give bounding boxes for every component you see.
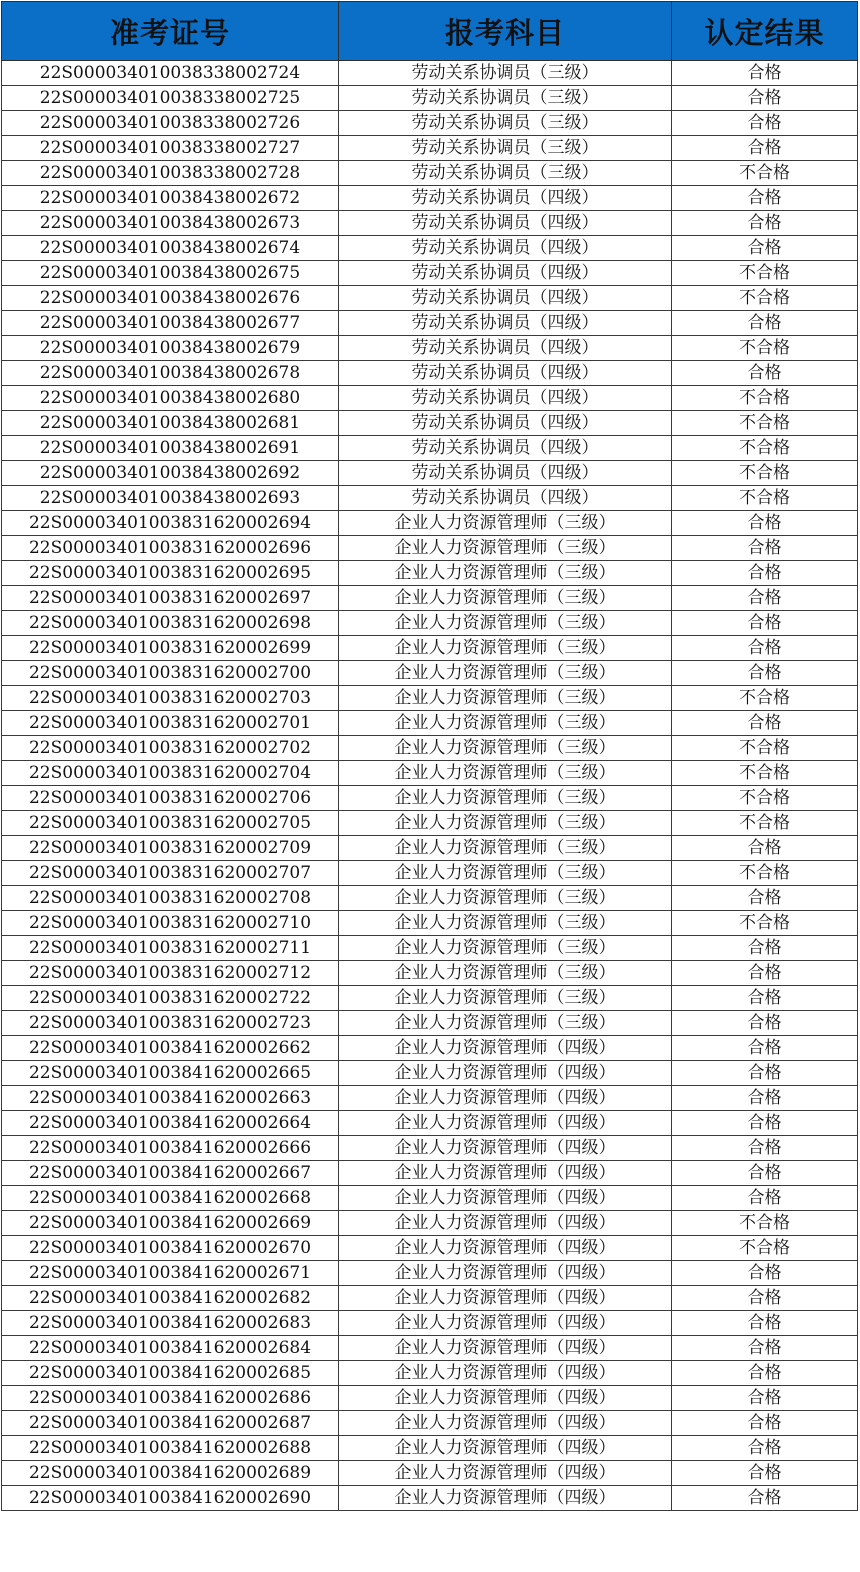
exam-subject-cell: 劳动关系协调员（三级） — [339, 161, 672, 186]
ticket-number-cell: 22S00003401003841620002665 — [2, 1061, 339, 1086]
ticket-number-cell: 22S00003401003831620002707 — [2, 861, 339, 886]
result-cell: 合格 — [672, 561, 858, 586]
result-cell: 不合格 — [672, 911, 858, 936]
table-row — [2, 1161, 858, 1186]
table-row — [2, 1011, 858, 1036]
table-row — [2, 436, 858, 461]
result-cell: 不合格 — [672, 436, 858, 461]
table-row — [2, 1286, 858, 1311]
table-row — [2, 511, 858, 536]
table-row — [2, 536, 858, 561]
ticket-number-cell: 22S000034010038438002691 — [2, 436, 339, 461]
table-row — [2, 136, 858, 161]
exam-subject-cell: 企业人力资源管理师（三级） — [339, 511, 672, 536]
result-cell: 不合格 — [672, 1236, 858, 1261]
table-row — [2, 111, 858, 136]
ticket-number-cell: 22S000034010038438002673 — [2, 211, 339, 236]
header-exam-subject: 报考科目 — [339, 2, 672, 61]
ticket-number-cell: 22S000034010038438002674 — [2, 236, 339, 261]
ticket-number-cell: 22S00003401003841620002663 — [2, 1086, 339, 1111]
result-cell: 不合格 — [672, 486, 858, 511]
ticket-number-cell: 22S00003401003831620002700 — [2, 661, 339, 686]
result-cell: 不合格 — [672, 761, 858, 786]
exam-subject-cell: 企业人力资源管理师（四级） — [339, 1161, 672, 1186]
result-cell: 合格 — [672, 1461, 858, 1486]
table-row — [2, 736, 858, 761]
table-row — [2, 936, 858, 961]
exam-subject-cell: 劳动关系协调员（四级） — [339, 411, 672, 436]
exam-subject-cell: 企业人力资源管理师（三级） — [339, 936, 672, 961]
exam-subject-cell: 企业人力资源管理师（三级） — [339, 861, 672, 886]
exam-subject-cell: 劳动关系协调员（三级） — [339, 136, 672, 161]
exam-subject-cell: 企业人力资源管理师（四级） — [339, 1386, 672, 1411]
ticket-number-cell: 22S00003401003831620002723 — [2, 1011, 339, 1036]
result-cell: 合格 — [672, 1286, 858, 1311]
ticket-number-cell: 22S00003401003841620002671 — [2, 1261, 339, 1286]
result-cell: 合格 — [672, 1011, 858, 1036]
table-row — [2, 636, 858, 661]
result-cell: 不合格 — [672, 411, 858, 436]
result-cell: 合格 — [672, 1186, 858, 1211]
table-row — [2, 1311, 858, 1336]
table-row — [2, 61, 858, 86]
table-row — [2, 486, 858, 511]
header-result: 认定结果 — [672, 2, 858, 61]
table-row — [2, 261, 858, 286]
table-row — [2, 961, 858, 986]
ticket-number-cell: 22S00003401003841620002662 — [2, 1036, 339, 1061]
ticket-number-cell: 22S000034010038438002693 — [2, 486, 339, 511]
table-row — [2, 1061, 858, 1086]
table-row — [2, 861, 858, 886]
result-cell: 不合格 — [672, 686, 858, 711]
ticket-number-cell: 22S000034010038438002677 — [2, 311, 339, 336]
exam-subject-cell: 企业人力资源管理师（三级） — [339, 886, 672, 911]
ticket-number-cell: 22S000034010038438002675 — [2, 261, 339, 286]
result-cell: 合格 — [672, 1386, 858, 1411]
ticket-number-cell: 22S00003401003831620002709 — [2, 836, 339, 861]
exam-subject-cell: 企业人力资源管理师（三级） — [339, 736, 672, 761]
result-cell: 合格 — [672, 961, 858, 986]
exam-subject-cell: 劳动关系协调员（四级） — [339, 461, 672, 486]
result-cell: 合格 — [672, 111, 858, 136]
exam-subject-cell: 企业人力资源管理师（四级） — [339, 1211, 672, 1236]
table-row — [2, 786, 858, 811]
result-cell: 不合格 — [672, 861, 858, 886]
ticket-number-cell: 22S00003401003831620002695 — [2, 561, 339, 586]
exam-subject-cell: 企业人力资源管理师（三级） — [339, 536, 672, 561]
table-row — [2, 1136, 858, 1161]
result-cell: 合格 — [672, 986, 858, 1011]
result-cell: 合格 — [672, 136, 858, 161]
exam-subject-cell: 劳动关系协调员（三级） — [339, 61, 672, 86]
table-row — [2, 661, 858, 686]
ticket-number-cell: 22S000034010038438002672 — [2, 186, 339, 211]
result-cell: 合格 — [672, 511, 858, 536]
exam-subject-cell: 企业人力资源管理师（三级） — [339, 911, 672, 936]
exam-subject-cell: 劳动关系协调员（四级） — [339, 286, 672, 311]
exam-subject-cell: 企业人力资源管理师（四级） — [339, 1436, 672, 1461]
table-row — [2, 186, 858, 211]
exam-subject-cell: 企业人力资源管理师（三级） — [339, 561, 672, 586]
table-row — [2, 361, 858, 386]
table-row — [2, 1361, 858, 1386]
ticket-number-cell: 22S00003401003841620002690 — [2, 1486, 339, 1511]
exam-subject-cell: 企业人力资源管理师（三级） — [339, 686, 672, 711]
result-cell: 合格 — [672, 1486, 858, 1511]
ticket-number-cell: 22S00003401003831620002701 — [2, 711, 339, 736]
table-row — [2, 1211, 858, 1236]
ticket-number-cell: 22S00003401003831620002706 — [2, 786, 339, 811]
exam-subject-cell: 企业人力资源管理师（四级） — [339, 1086, 672, 1111]
exam-subject-cell: 企业人力资源管理师（三级） — [339, 761, 672, 786]
table-row — [2, 286, 858, 311]
result-cell: 合格 — [672, 1336, 858, 1361]
table-row — [2, 611, 858, 636]
ticket-number-cell: 22S00003401003831620002699 — [2, 636, 339, 661]
ticket-number-cell: 22S00003401003841620002683 — [2, 1311, 339, 1336]
table-row — [2, 836, 858, 861]
ticket-number-cell: 22S000034010038438002678 — [2, 361, 339, 386]
table-row — [2, 1086, 858, 1111]
result-cell: 不合格 — [672, 286, 858, 311]
ticket-number-cell: 22S000034010038338002727 — [2, 136, 339, 161]
table-row — [2, 1486, 858, 1511]
exam-subject-cell: 劳动关系协调员（四级） — [339, 386, 672, 411]
exam-subject-cell: 企业人力资源管理师（三级） — [339, 786, 672, 811]
result-cell: 合格 — [672, 611, 858, 636]
table-row — [2, 461, 858, 486]
exam-subject-cell: 企业人力资源管理师（四级） — [339, 1036, 672, 1061]
table-header — [2, 2, 858, 61]
header-row — [2, 2, 858, 61]
table-row — [2, 211, 858, 236]
ticket-number-cell: 22S00003401003831620002694 — [2, 511, 339, 536]
result-cell: 合格 — [672, 636, 858, 661]
ticket-number-cell: 22S000034010038438002679 — [2, 336, 339, 361]
result-cell: 合格 — [672, 236, 858, 261]
exam-subject-cell: 劳动关系协调员（四级） — [339, 486, 672, 511]
table-row — [2, 1036, 858, 1061]
table-row — [2, 336, 858, 361]
exam-subject-cell: 企业人力资源管理师（四级） — [339, 1361, 672, 1386]
result-cell: 合格 — [672, 1311, 858, 1336]
ticket-number-cell: 22S00003401003841620002686 — [2, 1386, 339, 1411]
ticket-number-cell: 22S000034010038438002680 — [2, 386, 339, 411]
exam-subject-cell: 企业人力资源管理师（四级） — [339, 1111, 672, 1136]
exam-subject-cell: 企业人力资源管理师（四级） — [339, 1186, 672, 1211]
table-row — [2, 1336, 858, 1361]
ticket-number-cell: 22S00003401003831620002708 — [2, 886, 339, 911]
ticket-number-cell: 22S00003401003841620002688 — [2, 1436, 339, 1461]
exam-subject-cell: 劳动关系协调员（三级） — [339, 111, 672, 136]
result-cell: 合格 — [672, 1411, 858, 1436]
ticket-number-cell: 22S00003401003841620002687 — [2, 1411, 339, 1436]
result-cell: 合格 — [672, 1161, 858, 1186]
result-cell: 不合格 — [672, 1211, 858, 1236]
ticket-number-cell: 22S00003401003831620002698 — [2, 611, 339, 636]
table-row — [2, 86, 858, 111]
exam-subject-cell: 企业人力资源管理师（四级） — [339, 1336, 672, 1361]
result-cell: 不合格 — [672, 161, 858, 186]
ticket-number-cell: 22S00003401003841620002669 — [2, 1211, 339, 1236]
exam-subject-cell: 劳动关系协调员（四级） — [339, 236, 672, 261]
exam-subject-cell: 企业人力资源管理师（四级） — [339, 1261, 672, 1286]
result-cell: 合格 — [672, 836, 858, 861]
ticket-number-cell: 22S00003401003831620002711 — [2, 936, 339, 961]
ticket-number-cell: 22S000034010038338002728 — [2, 161, 339, 186]
exam-subject-cell: 企业人力资源管理师（四级） — [339, 1061, 672, 1086]
exam-subject-cell: 劳动关系协调员（三级） — [339, 86, 672, 111]
result-cell: 合格 — [672, 661, 858, 686]
result-cell: 不合格 — [672, 461, 858, 486]
table-row — [2, 561, 858, 586]
result-cell: 合格 — [672, 1061, 858, 1086]
table-row — [2, 886, 858, 911]
result-cell: 合格 — [672, 186, 858, 211]
ticket-number-cell: 22S000034010038338002724 — [2, 61, 339, 86]
result-cell: 合格 — [672, 1436, 858, 1461]
ticket-number-cell: 22S00003401003841620002664 — [2, 1111, 339, 1136]
ticket-number-cell: 22S00003401003831620002705 — [2, 811, 339, 836]
exam-subject-cell: 企业人力资源管理师（三级） — [339, 661, 672, 686]
exam-subject-cell: 企业人力资源管理师（四级） — [339, 1136, 672, 1161]
ticket-number-cell: 22S00003401003831620002710 — [2, 911, 339, 936]
result-cell: 合格 — [672, 1136, 858, 1161]
result-cell: 不合格 — [672, 736, 858, 761]
ticket-number-cell: 22S000034010038338002725 — [2, 86, 339, 111]
table-row — [2, 1411, 858, 1436]
table-row — [2, 1261, 858, 1286]
ticket-number-cell: 22S00003401003841620002668 — [2, 1186, 339, 1211]
results-table — [1, 1, 858, 1511]
ticket-number-cell: 22S000034010038438002681 — [2, 411, 339, 436]
result-cell: 合格 — [672, 586, 858, 611]
exam-subject-cell: 企业人力资源管理师（三级） — [339, 961, 672, 986]
table-row — [2, 811, 858, 836]
exam-subject-cell: 企业人力资源管理师（三级） — [339, 811, 672, 836]
header-ticket-number: 准考证号 — [2, 2, 339, 61]
exam-subject-cell: 企业人力资源管理师（四级） — [339, 1286, 672, 1311]
exam-subject-cell: 企业人力资源管理师（三级） — [339, 611, 672, 636]
table-row — [2, 411, 858, 436]
ticket-number-cell: 22S00003401003831620002703 — [2, 686, 339, 711]
ticket-number-cell: 22S000034010038438002692 — [2, 461, 339, 486]
exam-subject-cell: 企业人力资源管理师（三级） — [339, 836, 672, 861]
table-row — [2, 236, 858, 261]
exam-subject-cell: 企业人力资源管理师（四级） — [339, 1411, 672, 1436]
table-row — [2, 1461, 858, 1486]
ticket-number-cell: 22S00003401003831620002712 — [2, 961, 339, 986]
result-cell: 不合格 — [672, 386, 858, 411]
table-row — [2, 686, 858, 711]
result-cell: 合格 — [672, 886, 858, 911]
exam-subject-cell: 劳动关系协调员（四级） — [339, 211, 672, 236]
ticket-number-cell: 22S00003401003841620002685 — [2, 1361, 339, 1386]
exam-subject-cell: 企业人力资源管理师（四级） — [339, 1311, 672, 1336]
table-row — [2, 1436, 858, 1461]
ticket-number-cell: 22S00003401003841620002670 — [2, 1236, 339, 1261]
result-cell: 合格 — [672, 61, 858, 86]
result-cell: 合格 — [672, 211, 858, 236]
exam-subject-cell: 劳动关系协调员（四级） — [339, 336, 672, 361]
result-cell: 合格 — [672, 1361, 858, 1386]
result-cell: 合格 — [672, 1111, 858, 1136]
exam-subject-cell: 劳动关系协调员（四级） — [339, 311, 672, 336]
table-row — [2, 1111, 858, 1136]
table-row — [2, 1236, 858, 1261]
table-row — [2, 1186, 858, 1211]
exam-subject-cell: 企业人力资源管理师（三级） — [339, 711, 672, 736]
ticket-number-cell: 22S000034010038438002676 — [2, 286, 339, 311]
ticket-number-cell: 22S000034010038338002726 — [2, 111, 339, 136]
ticket-number-cell: 22S00003401003841620002667 — [2, 1161, 339, 1186]
ticket-number-cell: 22S00003401003831620002697 — [2, 586, 339, 611]
table-row — [2, 911, 858, 936]
ticket-number-cell: 22S00003401003841620002684 — [2, 1336, 339, 1361]
table-body — [2, 61, 858, 1511]
table-row — [2, 161, 858, 186]
exam-subject-cell: 企业人力资源管理师（四级） — [339, 1461, 672, 1486]
ticket-number-cell: 22S00003401003841620002666 — [2, 1136, 339, 1161]
ticket-number-cell: 22S00003401003831620002722 — [2, 986, 339, 1011]
result-cell: 合格 — [672, 536, 858, 561]
ticket-number-cell: 22S00003401003831620002704 — [2, 761, 339, 786]
table-row — [2, 386, 858, 411]
result-cell: 不合格 — [672, 336, 858, 361]
ticket-number-cell: 22S00003401003831620002702 — [2, 736, 339, 761]
table-row — [2, 711, 858, 736]
exam-subject-cell: 企业人力资源管理师（三级） — [339, 1011, 672, 1036]
result-cell: 不合格 — [672, 261, 858, 286]
exam-subject-cell: 企业人力资源管理师（四级） — [339, 1486, 672, 1511]
table-row — [2, 586, 858, 611]
exam-subject-cell: 劳动关系协调员（四级） — [339, 261, 672, 286]
table-row — [2, 1386, 858, 1411]
result-cell: 合格 — [672, 936, 858, 961]
table-row — [2, 986, 858, 1011]
result-cell: 合格 — [672, 711, 858, 736]
exam-subject-cell: 劳动关系协调员（四级） — [339, 361, 672, 386]
exam-subject-cell: 企业人力资源管理师（四级） — [339, 1236, 672, 1261]
result-cell: 合格 — [672, 86, 858, 111]
exam-subject-cell: 劳动关系协调员（四级） — [339, 186, 672, 211]
table-row — [2, 761, 858, 786]
table-row — [2, 311, 858, 336]
exam-subject-cell: 企业人力资源管理师（三级） — [339, 586, 672, 611]
ticket-number-cell: 22S00003401003831620002696 — [2, 536, 339, 561]
result-cell: 合格 — [672, 1036, 858, 1061]
exam-subject-cell: 劳动关系协调员（四级） — [339, 436, 672, 461]
result-cell: 合格 — [672, 361, 858, 386]
result-cell: 合格 — [672, 311, 858, 336]
result-cell: 不合格 — [672, 811, 858, 836]
exam-subject-cell: 企业人力资源管理师（三级） — [339, 986, 672, 1011]
result-cell: 不合格 — [672, 786, 858, 811]
result-cell: 合格 — [672, 1086, 858, 1111]
ticket-number-cell: 22S00003401003841620002682 — [2, 1286, 339, 1311]
result-cell: 合格 — [672, 1261, 858, 1286]
exam-subject-cell: 企业人力资源管理师（三级） — [339, 636, 672, 661]
ticket-number-cell: 22S00003401003841620002689 — [2, 1461, 339, 1486]
